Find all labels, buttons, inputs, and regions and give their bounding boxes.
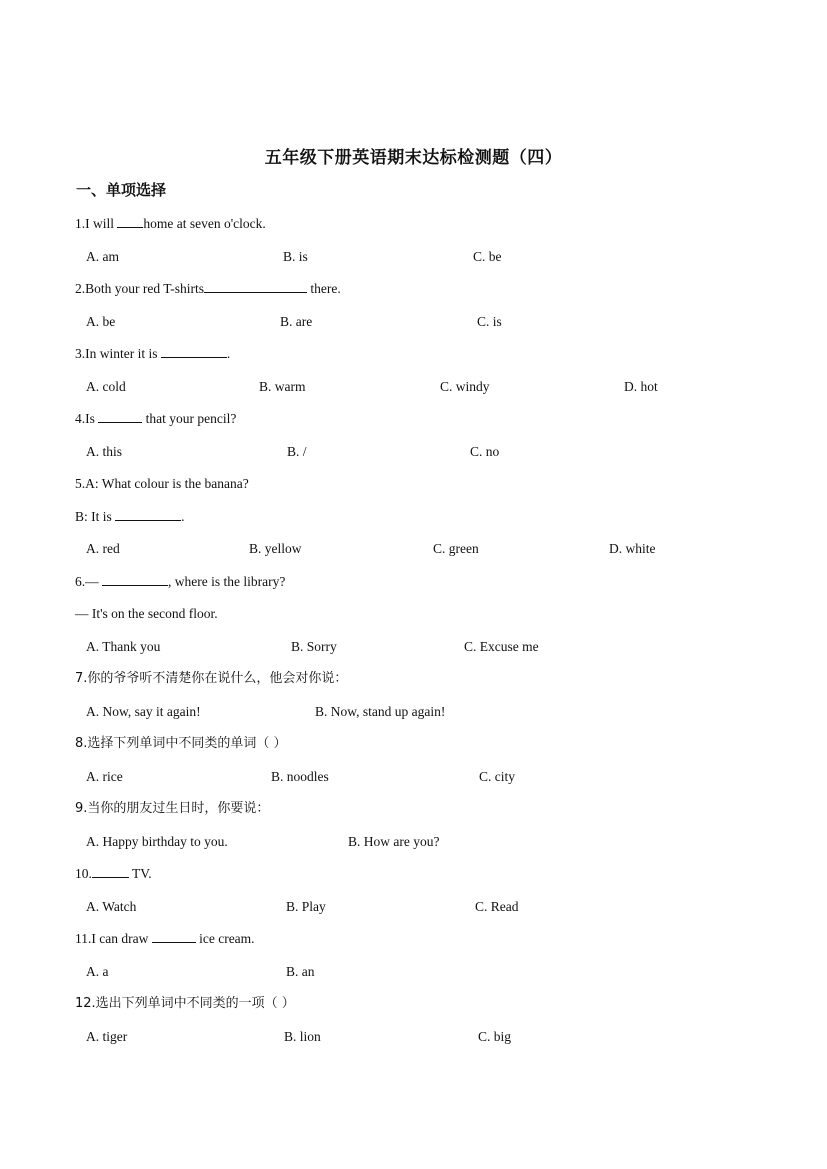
question-text: TV.: [128, 866, 152, 881]
option-c: C. big: [478, 1029, 512, 1044]
question-text: ice cream.: [195, 931, 255, 946]
option-c: C. is: [477, 314, 502, 329]
option-d: D. hot: [624, 379, 658, 394]
option-b: B. Now, stand up again!: [315, 704, 446, 719]
option-a: A. Happy birthday to you.: [86, 834, 228, 849]
answer-blank: [92, 865, 129, 878]
question-text: , where is the library?: [168, 574, 286, 589]
option-b: B. is: [283, 249, 308, 264]
option-c: C. Excuse me: [464, 639, 539, 654]
question-text: B: It is: [75, 509, 116, 524]
question-4: [75, 410, 236, 428]
option-a: A. Thank you: [86, 639, 161, 654]
answer-blank: [102, 573, 168, 586]
question-5: 5.A: What colour is the banana?: [75, 476, 249, 491]
answer-blank: [204, 280, 307, 293]
page-title: 五年级下册英语期末达标检测题（四）: [264, 148, 563, 168]
question-text: that your pencil?: [142, 411, 237, 426]
question-1: [75, 215, 266, 233]
option-a: A. cold: [86, 379, 126, 394]
option-b: B. Sorry: [291, 639, 337, 654]
option-c: C. Read: [475, 899, 519, 914]
question-12: 12.选出下列单词中不同类的一项（ ）: [75, 996, 295, 1011]
option-a: A. red: [86, 541, 120, 556]
option-a: A. Now, say it again!: [86, 704, 201, 719]
answer-blank: [152, 930, 196, 943]
option-a: A. be: [86, 314, 116, 329]
answer-blank: [117, 215, 143, 228]
question-text: .: [226, 346, 231, 361]
question-6: [75, 573, 285, 591]
answer-blank: [98, 410, 142, 423]
option-b: B. /: [287, 444, 307, 459]
option-c: C. no: [470, 444, 500, 459]
question-text: 6.—: [75, 574, 102, 589]
question-6-reply: — It's on the second floor.: [75, 606, 218, 621]
question-10: [75, 865, 152, 883]
option-b: B. Play: [286, 899, 326, 914]
option-c: C. be: [473, 249, 502, 264]
option-a: A. rice: [86, 769, 123, 784]
question-text: 1.I will: [75, 216, 118, 231]
question-text: 2.Both your red T-shirts: [75, 281, 205, 296]
question-9: 9.当你的朋友过生日时，你要说：: [75, 801, 270, 816]
option-c: C. city: [479, 769, 515, 784]
option-a: A. this: [86, 444, 123, 459]
option-b: B. yellow: [249, 541, 302, 556]
question-5-answer: [75, 508, 185, 526]
question-text: 10.: [75, 866, 92, 881]
question-text: .: [181, 509, 185, 524]
section-heading: 一、单项选择: [76, 181, 167, 199]
option-c: C. windy: [440, 379, 490, 394]
option-b: B. How are you?: [348, 834, 440, 849]
question-text: there.: [307, 281, 341, 296]
question-7: 7.你的爷爷听不清楚你在说什么，他会对你说：: [75, 671, 348, 686]
option-b: B. warm: [259, 379, 306, 394]
question-text: 4.Is: [75, 411, 99, 426]
option-a: A. am: [86, 249, 119, 264]
question-text: 11.I can draw: [75, 931, 152, 946]
option-a: A. a: [86, 964, 109, 979]
option-b: B. lion: [284, 1029, 321, 1044]
option-b: B. noodles: [271, 769, 329, 784]
question-2: [75, 280, 341, 298]
question-3: [75, 345, 230, 363]
option-b: B. are: [280, 314, 313, 329]
option-a: A. tiger: [86, 1029, 128, 1044]
question-11: [75, 930, 255, 948]
option-b: B. an: [286, 964, 315, 979]
option-d: D. white: [609, 541, 656, 556]
question-text: home at seven o'clock.: [143, 216, 266, 231]
question-text: 3.In winter it is: [75, 346, 161, 361]
answer-blank: [161, 345, 227, 358]
answer-blank: [115, 508, 181, 521]
question-8: 8.选择下列单词中不同类的单词（ ）: [75, 736, 287, 751]
option-a: A. Watch: [86, 899, 137, 914]
option-c: C. green: [433, 541, 479, 556]
